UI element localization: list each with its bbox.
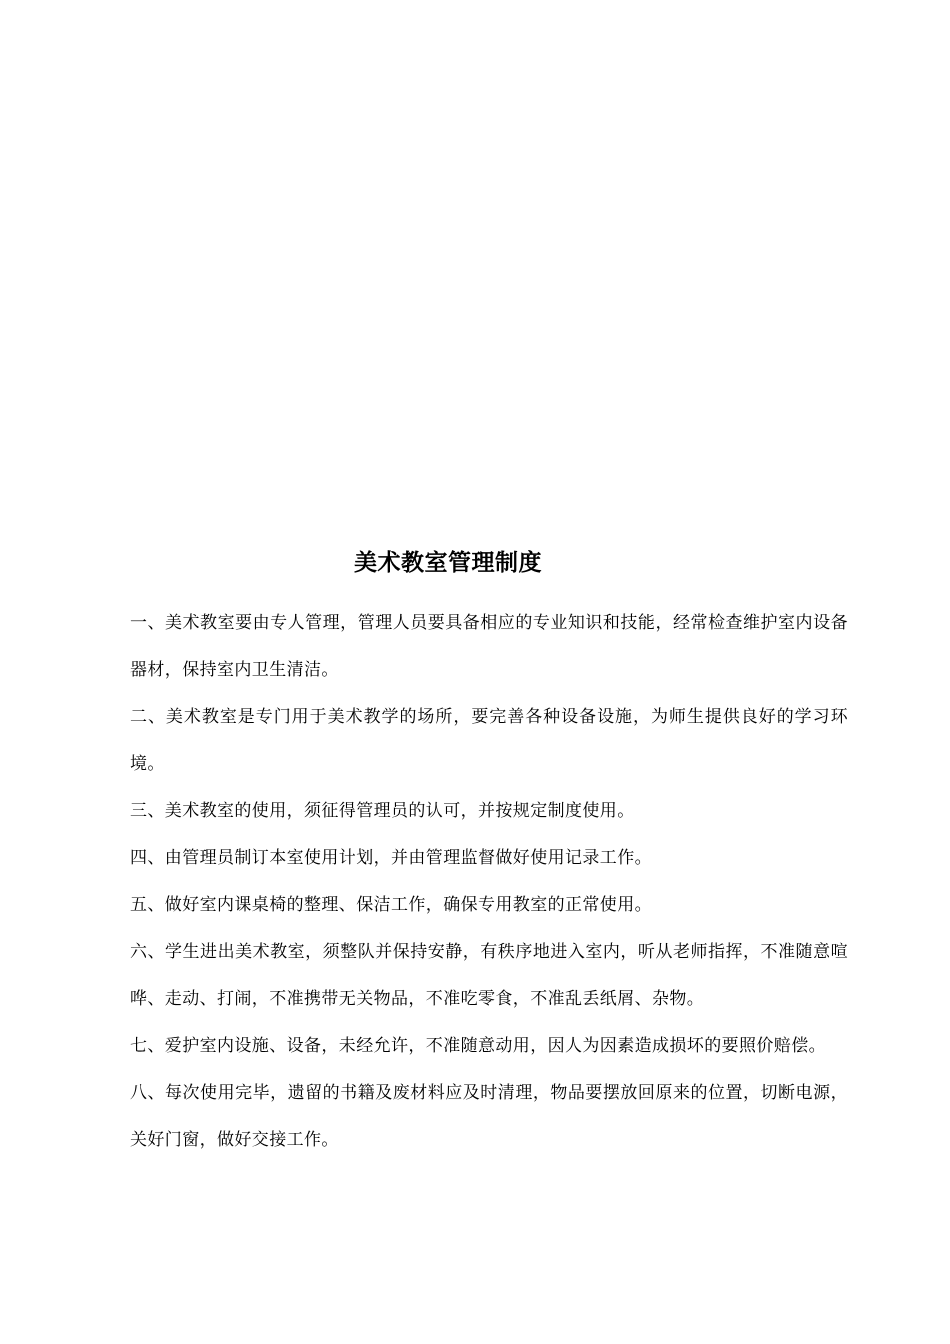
rule-item-5: 五、做好室内课桌椅的整理、保洁工作，确保专用教室的正常使用。 <box>130 895 652 915</box>
rule-item-6: 六、学生进出美术教室，须整队并保持安静，有秩序地进入室内，听从老师指挥，不准随意喧哗、走动、打闹，不准携带无关物品，不准吃零食，不准乱丢纸屑、杂物。 <box>130 942 848 1009</box>
rule-item-3: 三、美术教室的使用，须征得管理员的认可，并按规定制度使用。 <box>130 801 635 821</box>
rules-list <box>130 600 848 1164</box>
document-title: 美术教室管理制度 <box>354 550 542 576</box>
rule-item-1: 一、美术教室要由专人管理，管理人员要具备相应的专业知识和技能，经常检查维护室内设备器材，保持室内卫生清洁。 <box>130 613 848 680</box>
rule-item-8: 八、每次使用完毕，遗留的书籍及废材料应及时清理，物品要摆放回原来的位置，切断电源，关好门窗，做好交接工作。 <box>130 1083 848 1150</box>
rule-item-7: 七、爱护室内设施、设备，未经允许，不准随意动用，因人为因素造成损坏的要照价赔偿。 <box>130 1036 826 1056</box>
rule-item-2: 二、美术教室是专门用于美术教学的场所，要完善各种设备设施，为师生提供良好的学习环境。 <box>130 707 848 774</box>
rule-item-4: 四、由管理员制订本室使用计划，并由管理监督做好使用记录工作。 <box>130 848 652 868</box>
